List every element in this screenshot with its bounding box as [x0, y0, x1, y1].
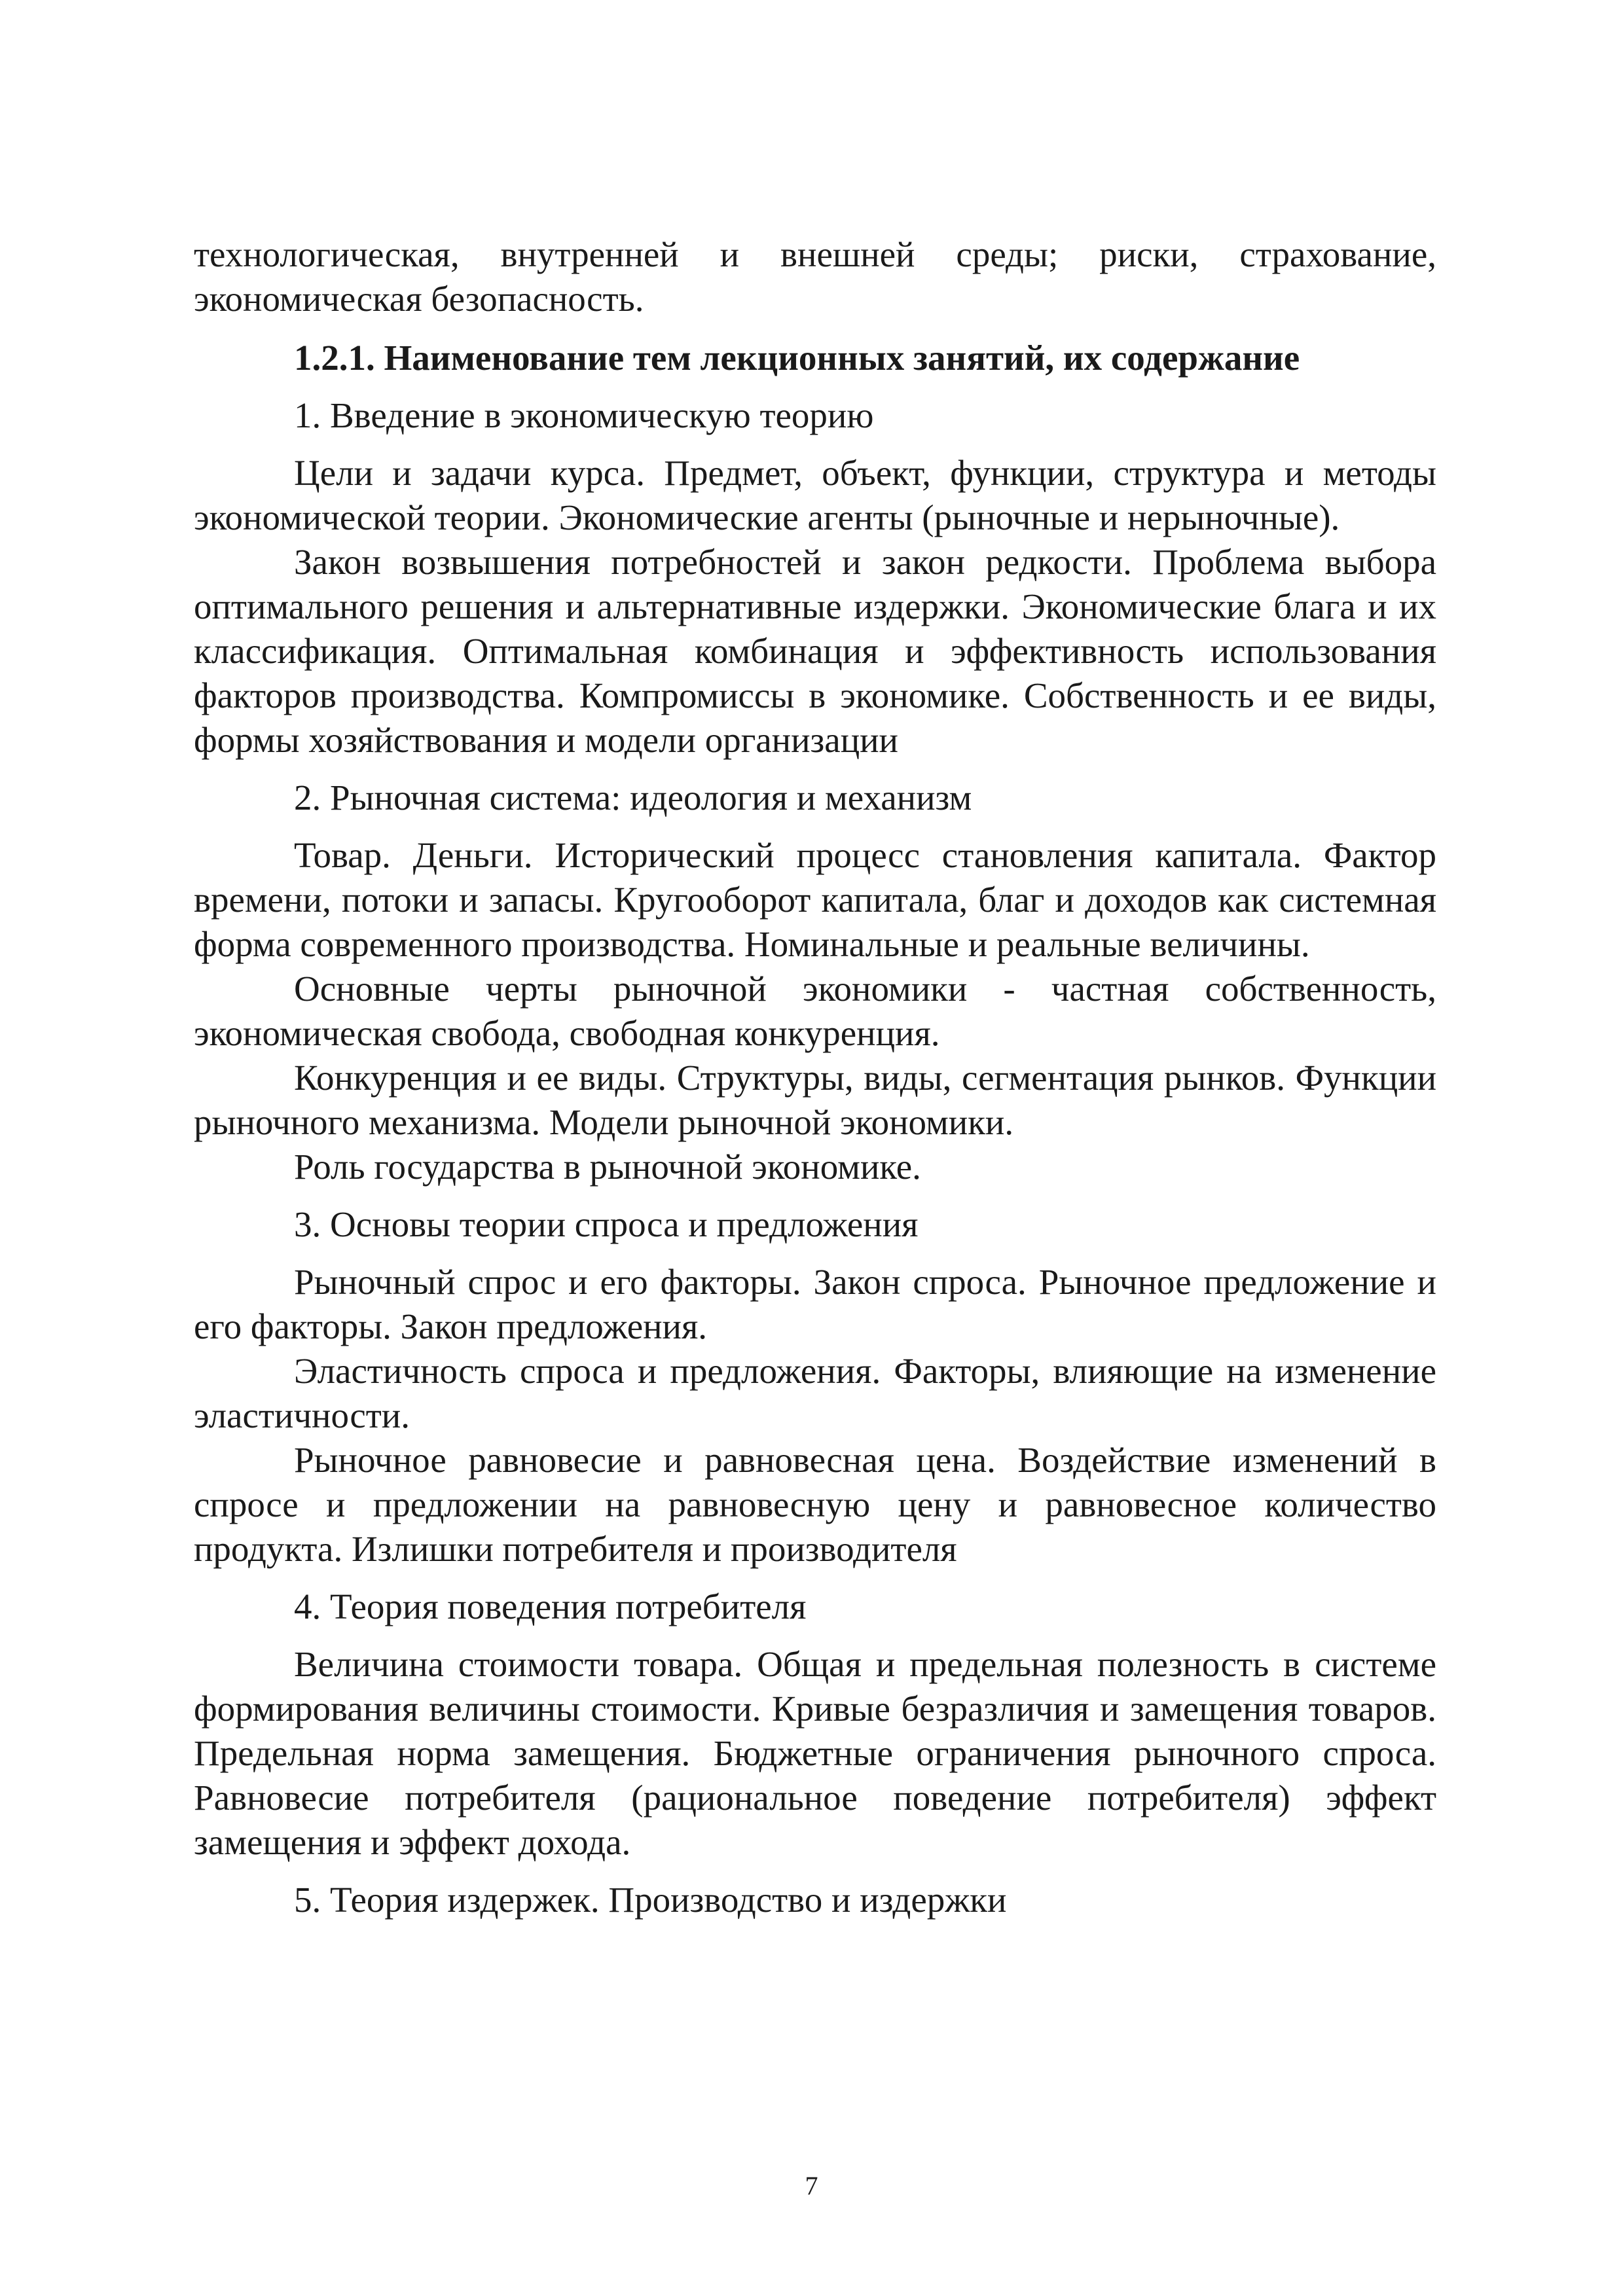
paragraph: Рыночное равновесие и равновесная цена. Воздействие изменений в спросе и предложении на равновесную цену и равновесное количество продукта. Излишки потребителя и производителя — [194, 1440, 1436, 1569]
topic-title-5: 5. Теория издержек. Производство и издержки — [294, 1880, 1007, 1920]
paragraph: Рыночный спрос и его факторы. Закон спроса. Рыночное предложение и его факторы. Закон предложения. — [194, 1262, 1436, 1346]
paragraph: Эластичность спроса и предложения. Факторы, влияющие на изменение эластичности. — [194, 1351, 1436, 1435]
page-number: 7 — [805, 2171, 818, 2200]
paragraph: Основные черты рыночной экономики - частная собственность, экономическая свобода, свободная конкуренция. — [194, 969, 1436, 1053]
topic-title-2: 2. Рыночная система: идеология и механизм — [294, 778, 972, 817]
paragraph: Цели и задачи курса. Предмет, объект, функции, структура и методы экономической теории. Экономические агенты (рыночные и нерыночные). — [194, 453, 1436, 537]
paragraph: Конкуренция и ее виды. Структуры, виды, сегментация рынков. Функции рыночного механизма. Модели рыночной экономики. — [194, 1058, 1436, 1142]
topic-title-3: 3. Основы теории спроса и предложения — [294, 1204, 919, 1244]
paragraph: Закон возвышения потребностей и закон редкости. Проблема выбора оптимального решения и альтернативные издержки. Экономические блага и их классификация. Оптимальная комбинация и эффективность использования факторов производства. Компромиссы в экономике. Собственность и ее виды, формы хозяйствования и модели организации — [194, 542, 1436, 760]
topic-title-4: 4. Теория поведения потребителя — [294, 1587, 807, 1626]
intro-paragraph: технологическая, внутренней и внешней среды; риски, страхование, экономическая безопасность. — [194, 234, 1436, 319]
paragraph: Роль государства в рыночной экономике. — [294, 1147, 921, 1187]
topic-title-1: 1. Введение в экономическую теорию — [294, 395, 874, 435]
page-content — [194, 232, 1436, 1922]
section-heading: 1.2.1. Наименование тем лекционных занятий, их содержание — [294, 338, 1300, 378]
paragraph: Величина стоимости товара. Общая и предельная полезность в системе формирования величины стоимости. Кривые безразличия и замещения товаров. Предельная норма замещения. Бюджетные ограничения рыночного спроса. Равновесие потребителя (рациональное поведение потребителя) эффект замещения и эффект дохода. — [194, 1644, 1436, 1862]
paragraph: Товар. Деньги. Исторический процесс становления капитала. Фактор времени, потоки и запасы. Кругооборот капитала, благ и доходов как системная форма современного производства. Номинальные и реальные величины. — [194, 835, 1436, 964]
